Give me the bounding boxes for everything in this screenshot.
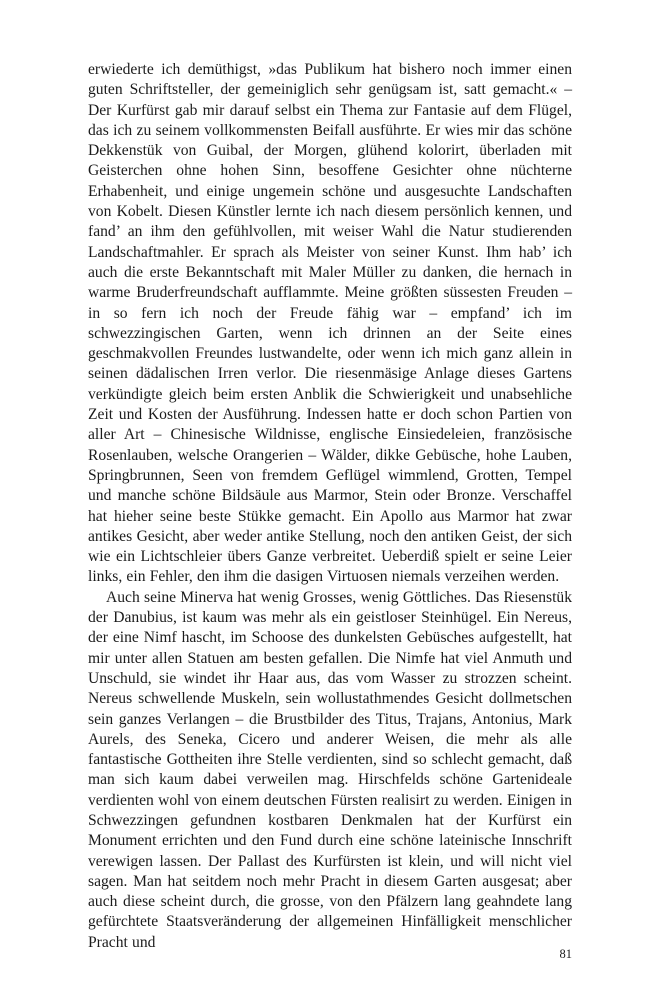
paragraph-2: Auch seine Minerva hat wenig Grosses, wenig Göttliches. Das Riesenstük der Danubius, ist kaum was mehr als ein geistloser Steinhügel. Ein Nereus, der eine Nimf hascht, im Schoose des dunkelsten Gebüsches aufgestellt, hat mir unter allen Statuen am besten gefallen. Die Nimfe hat viel Anmuth und Unschuld, sie windet ihr Haar aus, das vom Wasser zu strozzen scheint. Nereus schwellende Muskeln, sein wollustathmendes Gesicht dollmetschen sein ganzes Verlangen – die Brustbilder des Titus, Trajans, Antonius, Mark Aurels, des Seneka, Cicero und anderer Weisen, die mehr als alle fantastische Gottheiten ihre Stelle verdienten, sind so schlecht gemacht, daß man sich kaum dabei verweilen mag. Hirschfelds schöne Gartenideale verdienten wohl von einem deutschen Fürsten realisirt zu werden. Einigen in Schwezzingen gefundnen kostbaren Denkmalen hat der Kurfürst ein Monument errichten und den Fund durch eine schöne lateinische Innschrift verewigen lassen. Der Pallast des Kurfürsten ist klein, und will nicht viel sagen. Man hat seitdem noch mehr Pracht in diesem Garten ausgesat; aber auch diese scheint durch, die grosse, von den Pfälzern lang geahndete lang gefürchtete Staatsveränderung der allgemeinen Hinfälligkeit menschlicher Pracht und [88,588,572,951]
text-block [88,60,572,953]
paragraph-1: erwiederte ich demüthigst, »das Publikum hat bishero noch immer einen guten Schriftsteller, der gemeiniglich sehr genügsam ist, satt gemacht.« – Der Kurfürst gab mir darauf selbst ein Thema zur Fantasie auf dem Flügel, das ich zu seinem vollkommensten Beifall ausführte. Er wies mir das schöne Dekkenstük von Guibal, der Morgen, glühend kolorirt, überladen mit Geisterchen ohne hohen Sinn, besoffene Gesichter ohne nüchterne Erhabenheit, und einige ungemein schöne und ausgesuchte Landschaften von Kobelt. Diesen Künstler lernte ich nach diesem persönlich kennen, und fand’ an ihm den gefühlvollen, mit weiser Wahl die Natur studierenden Landschaftmahler. Er sprach als Meister von seiner Kunst. Ihm hab’ ich auch die erste Bekanntschaft mit Maler Müller zu danken, die hernach in warme Bruderfreundschaft aufflammte. Meine größten süssesten Freuden – in so fern ich noch der Freude fähig war – empfand’ ich im schwezzingischen Garten, wenn ich drinnen an der Seite eines geschmakvollen Freundes lustwandelte, oder wenn ich mich ganz allein in seinen dädalischen Irren verlor. Die riesenmäsige Anlage dieses Gartens verkündigte gleich beim ersten Anblik die Schwierigkeit und unabsehliche Zeit und Kosten der Ausführung. Indessen hatte er doch schon Partien von aller Art – Chinesische Wildnisse, englische Einsiedeleien, französische Rosenlauben, welsche Orangerien – Wälder, dikke Gebüsche, hohe Lauben, Springbrunnen, Seen von fremdem Geflügel wimmlend, Grotten, Tempel und manche schöne Bildsäule aus Marmor, Stein oder Bronze. Verschaffel hat hieher seine beste Stükke gemacht. Ein Apollo aus Marmor hat zwar antikes Gesicht, aber weder antike Stellung, noch den antiken Geist, der sich wie ein Lichtschleier übers Ganze verbreitet. Ueberdiß spielt er seine Leier links, ein Fehler, den ihm die dasigen Virtuosen niemals verzeihen werden. [88,61,572,586]
page-number: 81 [559,946,572,961]
